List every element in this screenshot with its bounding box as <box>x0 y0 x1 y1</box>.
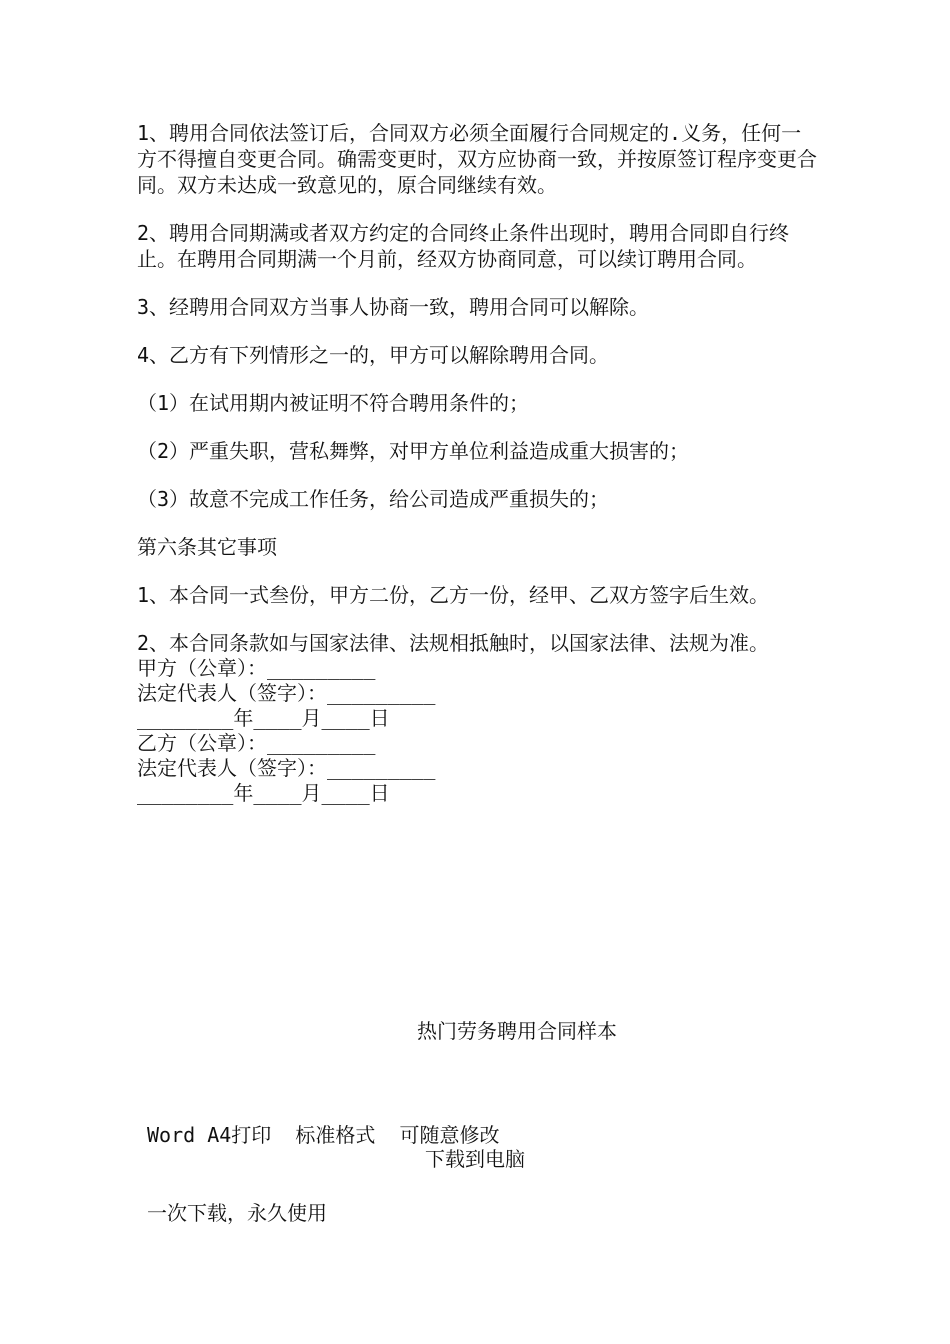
other-clause-1: 1、本合同一式叁份，甲方二份，乙方一份，经甲、乙双方签字后生效。 <box>137 583 770 607</box>
clause-paragraph-1: 1、聘用合同依法签订后，合同双方必须全面履行合同规定的.义务，任何一方不得擅自变更合同。确需变更时，双方应协商一致，并按原签订程序变更合同。双方未达成一致意见的，原合同继续有效。 <box>137 121 817 197</box>
other-clause-2: 2、本合同条款如与国家法律、法规相抵触时，以国家法律、法规为准。 <box>137 631 770 655</box>
party-a-seal-line: 甲方（公章）：_________ <box>137 656 376 680</box>
signature-block <box>137 656 817 806</box>
promo-features-line-1: Word A4打印 标准格式 可随意修改 <box>147 1123 500 1147</box>
contract-body <box>137 120 817 806</box>
clause-paragraph-3: 3、经聘用合同双方当事人协商一致，聘用合同可以解除。 <box>137 295 650 319</box>
clause-paragraph-4: 4、乙方有下列情形之一的，甲方可以解除聘用合同。 <box>137 343 610 367</box>
sub-clause-2: （2）严重失职，营私舞弊，对甲方单位利益造成重大损害的； <box>137 439 690 463</box>
promo-features <box>147 1070 499 1278</box>
party-b-seal-line: 乙方（公章）：_________ <box>137 731 376 755</box>
party-b-representative-line: 法定代表人（签字）：_________ <box>137 756 436 780</box>
sub-clause-1: （1）在试用期内被证明不符合聘用条件的； <box>137 391 530 415</box>
party-b-date-line: ________年____月____日 <box>137 781 390 805</box>
party-a-date-line: ________年____月____日 <box>137 706 390 730</box>
party-a-representative-line: 法定代表人（签字）：_________ <box>137 681 436 705</box>
clause-paragraph-2: 2、聘用合同期满或者双方约定的合同终止条件出现时，聘用合同即自行终止。在聘用合同期满一个月前，经双方协商同意，可以续订聘用合同。 <box>137 221 790 271</box>
sub-clause-3: （3）故意不完成工作任务，给公司造成严重损失的； <box>137 487 610 511</box>
section-heading: 第六条其它事项 <box>137 535 277 559</box>
promo-title: 热门劳务聘用合同样本 <box>417 1019 617 1043</box>
promo-features-line-2: 一次下载，永久使用 <box>147 1201 327 1225</box>
download-link[interactable]: 下载到电脑 <box>425 1147 525 1171</box>
